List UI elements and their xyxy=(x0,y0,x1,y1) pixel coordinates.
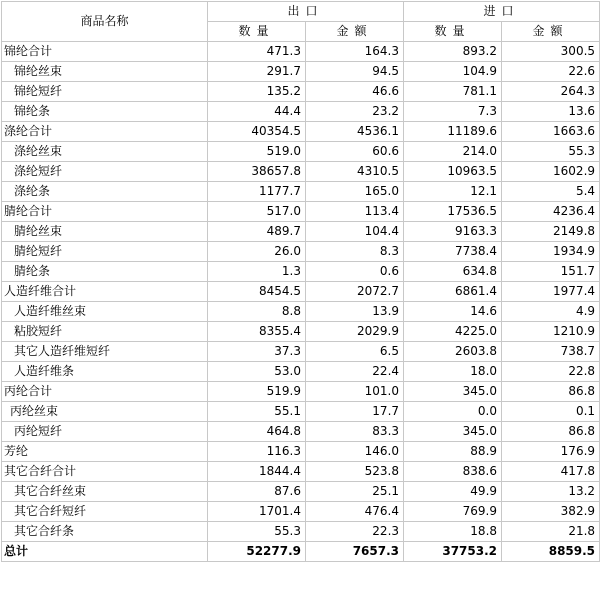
import-amount-cell: 13.2 xyxy=(502,482,600,502)
export-amount-cell: 83.3 xyxy=(306,422,404,442)
export-qty-cell: 519.9 xyxy=(208,382,306,402)
product-name-cell: 锦纶合计 xyxy=(2,42,208,62)
export-qty-cell: 55.1 xyxy=(208,402,306,422)
export-qty-cell: 464.8 xyxy=(208,422,306,442)
export-amount-cell: 13.9 xyxy=(306,302,404,322)
export-amount-cell: 60.6 xyxy=(306,142,404,162)
export-amount-cell: 476.4 xyxy=(306,502,404,522)
table-row xyxy=(2,202,600,222)
product-name-cell: 人造纤维条 xyxy=(2,362,208,382)
product-name-cell: 粘胶短纤 xyxy=(2,322,208,342)
export-qty-cell: 8355.4 xyxy=(208,322,306,342)
export-amount-header: 金额 xyxy=(306,22,404,42)
product-name-cell: 其它合纤短纤 xyxy=(2,502,208,522)
product-name-cell: 腈纶合计 xyxy=(2,202,208,222)
import-qty-cell: 634.8 xyxy=(404,262,502,282)
table-row xyxy=(2,402,600,422)
export-qty-cell: 87.6 xyxy=(208,482,306,502)
import-qty-cell: 4225.0 xyxy=(404,322,502,342)
export-amount-cell: 165.0 xyxy=(306,182,404,202)
import-amount-cell: 1602.9 xyxy=(502,162,600,182)
table-row xyxy=(2,302,600,322)
export-qty-cell: 53.0 xyxy=(208,362,306,382)
export-qty-cell: 38657.8 xyxy=(208,162,306,182)
import-qty-cell: 11189.6 xyxy=(404,122,502,142)
product-name-cell: 芳纶 xyxy=(2,442,208,462)
export-amount-cell: 104.4 xyxy=(306,222,404,242)
export-qty-cell: 37.3 xyxy=(208,342,306,362)
table-body xyxy=(2,42,600,562)
import-amount-cell: 176.9 xyxy=(502,442,600,462)
product-name-cell: 丙纶合计 xyxy=(2,382,208,402)
export-amount-cell: 4310.5 xyxy=(306,162,404,182)
import-amount-cell: 1210.9 xyxy=(502,322,600,342)
export-amount-cell: 4536.1 xyxy=(306,122,404,142)
export-amount-cell: 25.1 xyxy=(306,482,404,502)
import-amount-cell: 22.6 xyxy=(502,62,600,82)
export-qty-cell: 1.3 xyxy=(208,262,306,282)
import-amount-cell: 13.6 xyxy=(502,102,600,122)
import-amount-cell: 264.3 xyxy=(502,82,600,102)
product-name-cell: 腈纶条 xyxy=(2,262,208,282)
import-amount-cell: 0.1 xyxy=(502,402,600,422)
import-amount-cell: 86.8 xyxy=(502,382,600,402)
table-row xyxy=(2,102,600,122)
product-name-cell: 人造纤维合计 xyxy=(2,282,208,302)
export-qty-header: 数量 xyxy=(208,22,306,42)
import-qty-cell: 838.6 xyxy=(404,462,502,482)
product-name-cell: 涤纶丝束 xyxy=(2,142,208,162)
export-amount-cell: 6.5 xyxy=(306,342,404,362)
import-qty-cell: 893.2 xyxy=(404,42,502,62)
export-qty-cell: 135.2 xyxy=(208,82,306,102)
import-qty-cell: 10963.5 xyxy=(404,162,502,182)
import-amount-cell: 1977.4 xyxy=(502,282,600,302)
table-row xyxy=(2,382,600,402)
import-amount-cell: 382.9 xyxy=(502,502,600,522)
table-row xyxy=(2,42,600,62)
product-name-cell: 锦纶短纤 xyxy=(2,82,208,102)
import-qty-cell: 12.1 xyxy=(404,182,502,202)
import-amount-cell: 2149.8 xyxy=(502,222,600,242)
table-row xyxy=(2,182,600,202)
export-amount-cell: 2072.7 xyxy=(306,282,404,302)
export-header: 出口 xyxy=(208,2,404,22)
import-amount-cell: 151.7 xyxy=(502,262,600,282)
table-row xyxy=(2,462,600,482)
export-amount-cell: 46.6 xyxy=(306,82,404,102)
export-amount-cell: 113.4 xyxy=(306,202,404,222)
product-name-cell: 其它合纤合计 xyxy=(2,462,208,482)
product-name-cell: 其它合纤丝束 xyxy=(2,482,208,502)
import-qty-cell: 9163.3 xyxy=(404,222,502,242)
export-qty-cell: 8454.5 xyxy=(208,282,306,302)
table-row xyxy=(2,162,600,182)
product-name-cell: 腈纶丝束 xyxy=(2,222,208,242)
export-qty-cell: 519.0 xyxy=(208,142,306,162)
export-qty-cell: 116.3 xyxy=(208,442,306,462)
product-name-cell: 腈纶短纤 xyxy=(2,242,208,262)
table-row xyxy=(2,522,600,542)
import-amount-cell: 300.5 xyxy=(502,42,600,62)
product-name-cell: 其它合纤条 xyxy=(2,522,208,542)
import-qty-cell: 7.3 xyxy=(404,102,502,122)
export-amount-cell: 523.8 xyxy=(306,462,404,482)
product-name-cell: 涤纶条 xyxy=(2,182,208,202)
export-qty-cell: 40354.5 xyxy=(208,122,306,142)
import-qty-cell: 214.0 xyxy=(404,142,502,162)
table-row xyxy=(2,262,600,282)
product-name-cell: 丙纶短纤 xyxy=(2,422,208,442)
table-row xyxy=(2,62,600,82)
export-amount-cell: 22.4 xyxy=(306,362,404,382)
import-qty-cell: 7738.4 xyxy=(404,242,502,262)
import-qty-cell: 88.9 xyxy=(404,442,502,462)
import-amount-cell: 22.8 xyxy=(502,362,600,382)
product-name-cell: 锦纶丝束 xyxy=(2,62,208,82)
table-header xyxy=(2,2,600,42)
trade-table xyxy=(1,1,600,562)
table-row xyxy=(2,322,600,342)
import-amount-cell: 1934.9 xyxy=(502,242,600,262)
table-row xyxy=(2,482,600,502)
import-qty-cell: 17536.5 xyxy=(404,202,502,222)
import-qty-cell: 14.6 xyxy=(404,302,502,322)
export-qty-cell: 55.3 xyxy=(208,522,306,542)
table-row xyxy=(2,422,600,442)
export-amount-cell: 17.7 xyxy=(306,402,404,422)
export-amount-cell: 0.6 xyxy=(306,262,404,282)
table-row xyxy=(2,222,600,242)
table-row xyxy=(2,362,600,382)
total-import-amount-cell: 8859.5 xyxy=(502,542,600,562)
total-export-qty-cell: 52277.9 xyxy=(208,542,306,562)
import-amount-cell: 4.9 xyxy=(502,302,600,322)
export-qty-cell: 8.8 xyxy=(208,302,306,322)
table-row xyxy=(2,82,600,102)
table-row xyxy=(2,242,600,262)
export-amount-cell: 2029.9 xyxy=(306,322,404,342)
import-qty-cell: 6861.4 xyxy=(404,282,502,302)
import-qty-cell: 18.0 xyxy=(404,362,502,382)
table-row xyxy=(2,142,600,162)
export-qty-cell: 291.7 xyxy=(208,62,306,82)
export-amount-cell: 146.0 xyxy=(306,442,404,462)
export-qty-cell: 489.7 xyxy=(208,222,306,242)
import-amount-cell: 1663.6 xyxy=(502,122,600,142)
import-amount-cell: 5.4 xyxy=(502,182,600,202)
export-amount-cell: 22.3 xyxy=(306,522,404,542)
table-row xyxy=(2,442,600,462)
import-amount-cell: 4236.4 xyxy=(502,202,600,222)
product-name-cell: 人造纤维丝束 xyxy=(2,302,208,322)
table-row xyxy=(2,342,600,362)
export-qty-cell: 1844.4 xyxy=(208,462,306,482)
import-amount-cell: 417.8 xyxy=(502,462,600,482)
export-amount-cell: 94.5 xyxy=(306,62,404,82)
import-qty-cell: 345.0 xyxy=(404,382,502,402)
total-label: 总计 xyxy=(2,542,208,562)
total-export-amount-cell: 7657.3 xyxy=(306,542,404,562)
export-amount-cell: 164.3 xyxy=(306,42,404,62)
export-qty-cell: 44.4 xyxy=(208,102,306,122)
total-import-qty-cell: 37753.2 xyxy=(404,542,502,562)
import-qty-cell: 781.1 xyxy=(404,82,502,102)
import-qty-cell: 49.9 xyxy=(404,482,502,502)
table-row xyxy=(2,122,600,142)
import-qty-cell: 104.9 xyxy=(404,62,502,82)
export-qty-cell: 1701.4 xyxy=(208,502,306,522)
export-amount-cell: 101.0 xyxy=(306,382,404,402)
table-row xyxy=(2,502,600,522)
import-qty-cell: 18.8 xyxy=(404,522,502,542)
table-row xyxy=(2,282,600,302)
import-qty-cell: 2603.8 xyxy=(404,342,502,362)
import-amount-cell: 86.8 xyxy=(502,422,600,442)
import-qty-header: 数量 xyxy=(404,22,502,42)
product-name-cell: 其它人造纤维短纤 xyxy=(2,342,208,362)
import-amount-cell: 55.3 xyxy=(502,142,600,162)
import-amount-cell: 738.7 xyxy=(502,342,600,362)
product-name-header: 商品名称 xyxy=(2,2,208,42)
total-row xyxy=(2,542,600,562)
export-qty-cell: 26.0 xyxy=(208,242,306,262)
import-qty-cell: 769.9 xyxy=(404,502,502,522)
product-name-cell: 丙纶丝束 xyxy=(2,402,208,422)
product-name-cell: 锦纶条 xyxy=(2,102,208,122)
import-amount-header: 金额 xyxy=(502,22,600,42)
import-amount-cell: 21.8 xyxy=(502,522,600,542)
export-qty-cell: 1177.7 xyxy=(208,182,306,202)
export-amount-cell: 23.2 xyxy=(306,102,404,122)
export-qty-cell: 517.0 xyxy=(208,202,306,222)
import-header: 进口 xyxy=(404,2,600,22)
export-qty-cell: 471.3 xyxy=(208,42,306,62)
export-amount-cell: 8.3 xyxy=(306,242,404,262)
product-name-cell: 涤纶短纤 xyxy=(2,162,208,182)
product-name-cell: 涤纶合计 xyxy=(2,122,208,142)
import-qty-cell: 345.0 xyxy=(404,422,502,442)
import-qty-cell: 0.0 xyxy=(404,402,502,422)
